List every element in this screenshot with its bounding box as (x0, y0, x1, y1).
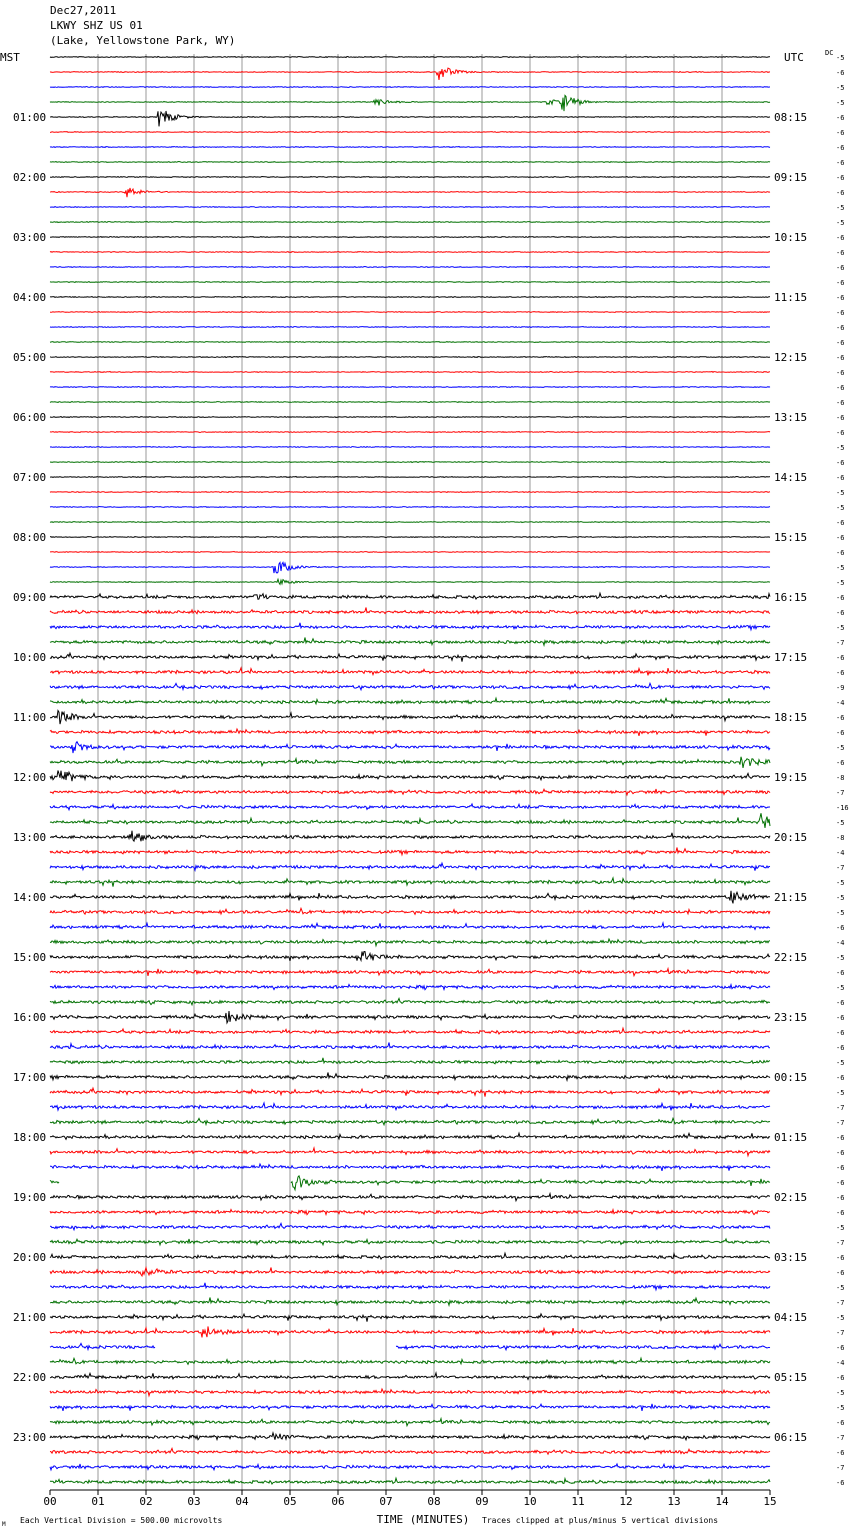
dc-offset-label: -5 (836, 1224, 845, 1232)
seismic-trace (50, 579, 770, 584)
seismic-trace (50, 522, 770, 523)
dc-offset-label: -6 (836, 1269, 845, 1277)
mst-hour-label: 04:00 (13, 291, 47, 304)
seismic-trace (50, 507, 770, 508)
dc-offset-label: -6 (836, 1419, 845, 1427)
utc-hour-label: 22:15 (774, 951, 808, 964)
x-tick-label: 13 (667, 1495, 681, 1508)
dc-offset-label: -7 (836, 864, 845, 872)
dc-offset-label: -5 (836, 204, 845, 212)
seismic-trace (50, 177, 770, 178)
dc-offset-label: -6 (836, 759, 845, 767)
dc-offset-label: -6 (836, 144, 845, 152)
dc-offset-label: -5 (836, 894, 845, 902)
dc-offset-label: -6 (836, 1044, 845, 1052)
utc-hour-label: 15:15 (774, 531, 808, 544)
seismic-trace (50, 638, 770, 646)
dc-offset-label: -6 (836, 414, 845, 422)
seismic-trace (50, 252, 770, 253)
dc-offset-label: -6 (836, 1149, 845, 1157)
dc-offset-label: -5 (836, 1284, 845, 1292)
utc-hour-label: 21:15 (774, 891, 808, 904)
seismic-trace (50, 878, 770, 887)
mst-hour-label: 17:00 (13, 1071, 47, 1084)
seismic-trace (50, 432, 770, 433)
utc-hour-label: 11:15 (774, 291, 808, 304)
dc-offset-label: -6 (836, 924, 845, 932)
x-tick-label: 10 (523, 1495, 537, 1508)
utc-hour-label: 05:15 (774, 1371, 808, 1384)
mst-hour-label: 19:00 (13, 1191, 47, 1204)
seismic-trace (50, 729, 770, 736)
dc-offset-label: -6 (836, 594, 845, 602)
utc-hour-label: 03:15 (774, 1251, 808, 1264)
seismic-trace (50, 1373, 770, 1379)
dc-offset-label: -6 (836, 1344, 845, 1352)
dc-offset-label: -6 (836, 459, 845, 467)
seismic-trace (50, 312, 770, 313)
dc-offset-label: -6 (836, 159, 845, 167)
dc-offset-label: -7 (836, 1104, 845, 1112)
seismic-trace (50, 939, 770, 946)
seismic-trace (50, 1011, 770, 1023)
dc-offset-label: -5 (836, 819, 845, 827)
mst-hour-label: 23:00 (13, 1431, 47, 1444)
mst-hour-label: 01:00 (13, 111, 47, 124)
dc-offset-label: -7 (836, 639, 845, 647)
seismic-trace (50, 111, 770, 126)
seismic-trace (50, 608, 770, 614)
dc-offset-label: -8 (836, 774, 845, 782)
seismic-trace (50, 831, 770, 842)
seismic-trace (50, 1194, 770, 1201)
seismic-trace (50, 1028, 770, 1034)
dc-offset-label: -5 (836, 444, 845, 452)
seismic-trace (50, 1133, 770, 1139)
mst-hour-label: 05:00 (13, 351, 47, 364)
mst-hour-label: 06:00 (13, 411, 47, 424)
x-tick-label: 07 (379, 1495, 393, 1508)
seismic-trace (50, 683, 770, 690)
seismic-trace (50, 1103, 770, 1111)
seismic-trace (50, 132, 770, 133)
seismic-trace (50, 1164, 770, 1171)
seismic-trace (50, 1404, 770, 1411)
x-tick-label: 06 (331, 1495, 345, 1508)
seismic-trace (50, 492, 770, 493)
dc-offset-label: -7 (836, 1119, 845, 1127)
dc-offset-label: -6 (836, 549, 845, 557)
seismic-trace (50, 372, 770, 373)
seismic-trace (50, 1043, 770, 1049)
x-tick-label: 15 (763, 1495, 777, 1508)
x-tick-label: 08 (427, 1495, 441, 1508)
dc-offset-label: -6 (836, 474, 845, 482)
seismic-trace (50, 789, 770, 795)
dc-offset-label: -5 (836, 54, 845, 62)
utc-hour-label: 08:15 (774, 111, 808, 124)
mst-hour-label: 09:00 (13, 591, 47, 604)
seismic-trace (50, 985, 770, 990)
x-tick-label: 01 (91, 1495, 105, 1508)
dc-offset-label: -6 (836, 1134, 845, 1142)
seismic-trace (50, 1478, 770, 1484)
seismic-trace (50, 1210, 770, 1215)
seismic-trace (50, 1073, 770, 1081)
dc-offset-label: -6 (836, 429, 845, 437)
seismic-trace (50, 668, 770, 676)
seismic-trace (50, 1283, 770, 1290)
dc-offset-label: -7 (836, 1464, 845, 1472)
utc-axis-label: UTC (784, 51, 804, 64)
dc-offset-label: -5 (836, 909, 845, 917)
dc-offset-label: -4 (836, 849, 845, 857)
dc-offset-label: -6 (836, 129, 845, 137)
seismic-trace (50, 68, 770, 80)
seismic-trace (50, 1148, 770, 1156)
dc-offset-label: -7 (836, 789, 845, 797)
utc-hour-label: 12:15 (774, 351, 808, 364)
dc-offset-label: -6 (836, 339, 845, 347)
mst-hour-label: 21:00 (13, 1311, 47, 1324)
utc-hour-label: 04:15 (774, 1311, 808, 1324)
utc-hour-label: 00:15 (774, 1071, 808, 1084)
seismic-trace (50, 537, 770, 538)
mst-hour-label: 11:00 (13, 711, 47, 724)
utc-hour-label: 01:15 (774, 1131, 808, 1144)
seismic-trace (50, 1343, 770, 1349)
x-tick-label: 14 (715, 1495, 729, 1508)
dc-offset-label: -6 (836, 1254, 845, 1262)
utc-hour-label: 23:15 (774, 1011, 808, 1024)
utc-hour-label: 18:15 (774, 711, 808, 724)
dc-offset-label: -6 (836, 249, 845, 257)
x-tick-label: 03 (187, 1495, 201, 1508)
dc-offset-label: -6 (836, 1479, 845, 1487)
mst-hour-label: 13:00 (13, 831, 47, 844)
seismic-trace (50, 297, 770, 298)
dc-offset-label: -6 (836, 534, 845, 542)
utc-hour-label: 16:15 (774, 591, 808, 604)
seismic-trace (50, 477, 770, 478)
seismic-trace (50, 387, 770, 388)
dc-offset-label: -6 (836, 234, 845, 242)
dc-offset-label: -16 (836, 804, 849, 812)
dc-offset-label: -6 (836, 1029, 845, 1037)
seismic-trace (50, 1058, 770, 1064)
dc-offset-label: -6 (836, 69, 845, 77)
x-tick-label: 09 (475, 1495, 489, 1508)
dc-offset-label: -8 (836, 834, 845, 842)
utc-hour-label: 17:15 (774, 651, 808, 664)
dc-offset-label: -5 (836, 579, 845, 587)
seismic-trace (50, 891, 770, 904)
mst-hour-label: 14:00 (13, 891, 47, 904)
seismic-trace (50, 162, 770, 163)
seismic-trace (50, 342, 770, 343)
dc-offset-label: -6 (836, 264, 845, 272)
dc-offset-label: -6 (836, 1164, 845, 1172)
header-date: Dec27,2011 (50, 4, 117, 17)
seismic-trace (50, 908, 770, 914)
seismic-trace (50, 1223, 770, 1229)
x-tick-label: 05 (283, 1495, 297, 1508)
seismic-trace (50, 188, 770, 197)
mst-hour-label: 12:00 (13, 771, 47, 784)
dc-offset-label: -5 (836, 1314, 845, 1322)
dc-offset-label: -6 (836, 309, 845, 317)
seismic-trace (50, 1389, 770, 1396)
seismic-trace (50, 447, 770, 448)
dc-offset-label: -5 (836, 99, 845, 107)
clip-note: Traces clipped at plus/minus 5 vertical divisions (482, 1516, 719, 1525)
dc-offset-label: -7 (836, 1239, 845, 1247)
utc-hour-label: 02:15 (774, 1191, 808, 1204)
corner-mark: M (2, 1521, 6, 1528)
seismic-trace (50, 698, 770, 704)
utc-hour-label: 10:15 (774, 231, 808, 244)
dc-offset-label: -4 (836, 939, 845, 947)
dc-offset-label: -5 (836, 744, 845, 752)
dc-offset-label: -6 (836, 1179, 845, 1187)
dc-offset-label: -6 (836, 1194, 845, 1202)
dc-label: DC (825, 49, 834, 57)
dc-offset-label: -6 (836, 174, 845, 182)
dc-offset-label: -5 (836, 984, 845, 992)
seismic-trace (50, 863, 770, 871)
seismic-trace (50, 1358, 770, 1364)
x-tick-label: 00 (43, 1495, 57, 1508)
utc-hour-label: 20:15 (774, 831, 808, 844)
seismic-trace (50, 552, 770, 553)
dc-offset-label: -6 (836, 324, 845, 332)
dc-offset-label: -6 (836, 279, 845, 287)
dc-offset-label: -5 (836, 84, 845, 92)
seismic-trace (50, 1314, 770, 1322)
seismic-trace (50, 207, 770, 208)
x-axis-label: TIME (MINUTES) (376, 1513, 470, 1526)
seismic-trace (50, 711, 770, 725)
seismic-trace (50, 969, 770, 976)
dc-offset-label: -6 (836, 1449, 845, 1457)
seismic-trace (50, 771, 770, 782)
seismic-trace (50, 623, 770, 630)
seismic-trace (50, 562, 770, 573)
seismic-trace (50, 1176, 770, 1190)
seismic-trace (50, 327, 770, 328)
mst-hour-label: 20:00 (13, 1251, 47, 1264)
x-tick-label: 11 (571, 1495, 585, 1508)
dc-offset-label: -9 (836, 684, 845, 692)
dc-offset-label: -6 (836, 354, 845, 362)
dc-offset-label: -6 (836, 114, 845, 122)
seismic-trace (50, 237, 770, 238)
dc-offset-label: -6 (836, 1209, 845, 1217)
seismic-trace (50, 593, 770, 599)
mst-hour-label: 18:00 (13, 1131, 47, 1144)
seismic-trace (50, 1118, 770, 1125)
x-tick-label: 04 (235, 1495, 249, 1508)
seismic-trace (50, 417, 770, 418)
mst-hour-label: 03:00 (13, 231, 47, 244)
seismic-trace (50, 1419, 770, 1426)
seismic-trace (50, 357, 770, 358)
mst-hour-label: 02:00 (13, 171, 47, 184)
seismic-trace (50, 1239, 770, 1245)
seismic-trace (50, 952, 770, 961)
seismic-trace (50, 848, 770, 855)
mst-hour-label: 16:00 (13, 1011, 47, 1024)
x-tick-label: 02 (139, 1495, 153, 1508)
seismic-trace (50, 923, 770, 929)
seismic-trace (50, 462, 770, 463)
utc-hour-label: 14:15 (774, 471, 808, 484)
seismic-trace (50, 1464, 770, 1470)
seismic-trace (50, 1433, 770, 1440)
dc-offset-label: -6 (836, 729, 845, 737)
utc-hour-label: 13:15 (774, 411, 808, 424)
dc-offset-label: -5 (836, 624, 845, 632)
dc-offset-label: -7 (836, 1434, 845, 1442)
mst-hour-label: 07:00 (13, 471, 47, 484)
seismic-trace (50, 1326, 770, 1337)
seismic-trace (50, 87, 770, 88)
seismic-trace (50, 1253, 770, 1259)
dc-offset-label: -5 (836, 1059, 845, 1067)
utc-hour-label: 06:15 (774, 1431, 808, 1444)
dc-offset-label: -6 (836, 969, 845, 977)
dc-offset-label: -5 (836, 879, 845, 887)
dc-offset-label: -6 (836, 609, 845, 617)
header-location: (Lake, Yellowstone Park, WY) (50, 34, 236, 47)
seismic-trace (50, 402, 770, 403)
seismic-trace (50, 1088, 770, 1097)
dc-offset-label: -5 (836, 1389, 845, 1397)
dc-offset-label: -5 (836, 954, 845, 962)
dc-offset-label: -6 (836, 189, 845, 197)
dc-offset-label: -6 (836, 519, 845, 527)
dc-offset-label: -6 (836, 384, 845, 392)
mst-axis-label: MST (0, 51, 20, 64)
mst-hour-label: 08:00 (13, 531, 47, 544)
seismic-trace (50, 267, 770, 268)
seismic-trace (50, 1448, 770, 1454)
seismic-trace (50, 653, 770, 662)
mst-hour-label: 10:00 (13, 651, 47, 664)
seismic-trace (50, 742, 770, 753)
dc-offset-label: -5 (836, 489, 845, 497)
dc-offset-label: -5 (836, 504, 845, 512)
vertical-division-note: Each Vertical Division = 500.00 microvolts (20, 1516, 223, 1525)
dc-offset-label: -6 (836, 654, 845, 662)
dc-offset-label: -6 (836, 1074, 845, 1082)
dc-offset-label: -4 (836, 1359, 845, 1367)
seismic-trace (50, 813, 770, 828)
dc-offset-label: -6 (836, 294, 845, 302)
utc-hour-label: 09:15 (774, 171, 808, 184)
dc-offset-label: -6 (836, 1014, 845, 1022)
seismic-trace (50, 757, 770, 768)
dc-offset-label: -7 (836, 1299, 845, 1307)
seismic-trace (50, 1268, 770, 1276)
dc-offset-label: -5 (836, 1404, 845, 1412)
mst-hour-label: 15:00 (13, 951, 47, 964)
dc-offset-label: -5 (836, 219, 845, 227)
utc-hour-label: 19:15 (774, 771, 808, 784)
header-station: LKWY SHZ US 01 (50, 19, 143, 32)
seismic-trace (50, 998, 770, 1004)
x-tick-label: 12 (619, 1495, 633, 1508)
dc-offset-label: -6 (836, 369, 845, 377)
seismic-trace (50, 1298, 770, 1306)
dc-offset-label: -4 (836, 699, 845, 707)
dc-offset-label: -5 (836, 564, 845, 572)
dc-offset-label: -6 (836, 669, 845, 677)
dc-offset-label: -6 (836, 999, 845, 1007)
seismic-trace (50, 804, 770, 810)
seismic-trace (50, 147, 770, 148)
dc-offset-label: -6 (836, 1374, 845, 1382)
seismic-trace (50, 57, 770, 58)
mst-hour-label: 22:00 (13, 1371, 47, 1384)
dc-offset-label: -7 (836, 1329, 845, 1337)
seismic-trace (50, 95, 770, 111)
seismic-trace (50, 282, 770, 283)
dc-offset-label: -6 (836, 399, 845, 407)
dc-offset-label: -5 (836, 1089, 845, 1097)
seismic-trace (50, 222, 770, 223)
dc-offset-label: -6 (836, 714, 845, 722)
